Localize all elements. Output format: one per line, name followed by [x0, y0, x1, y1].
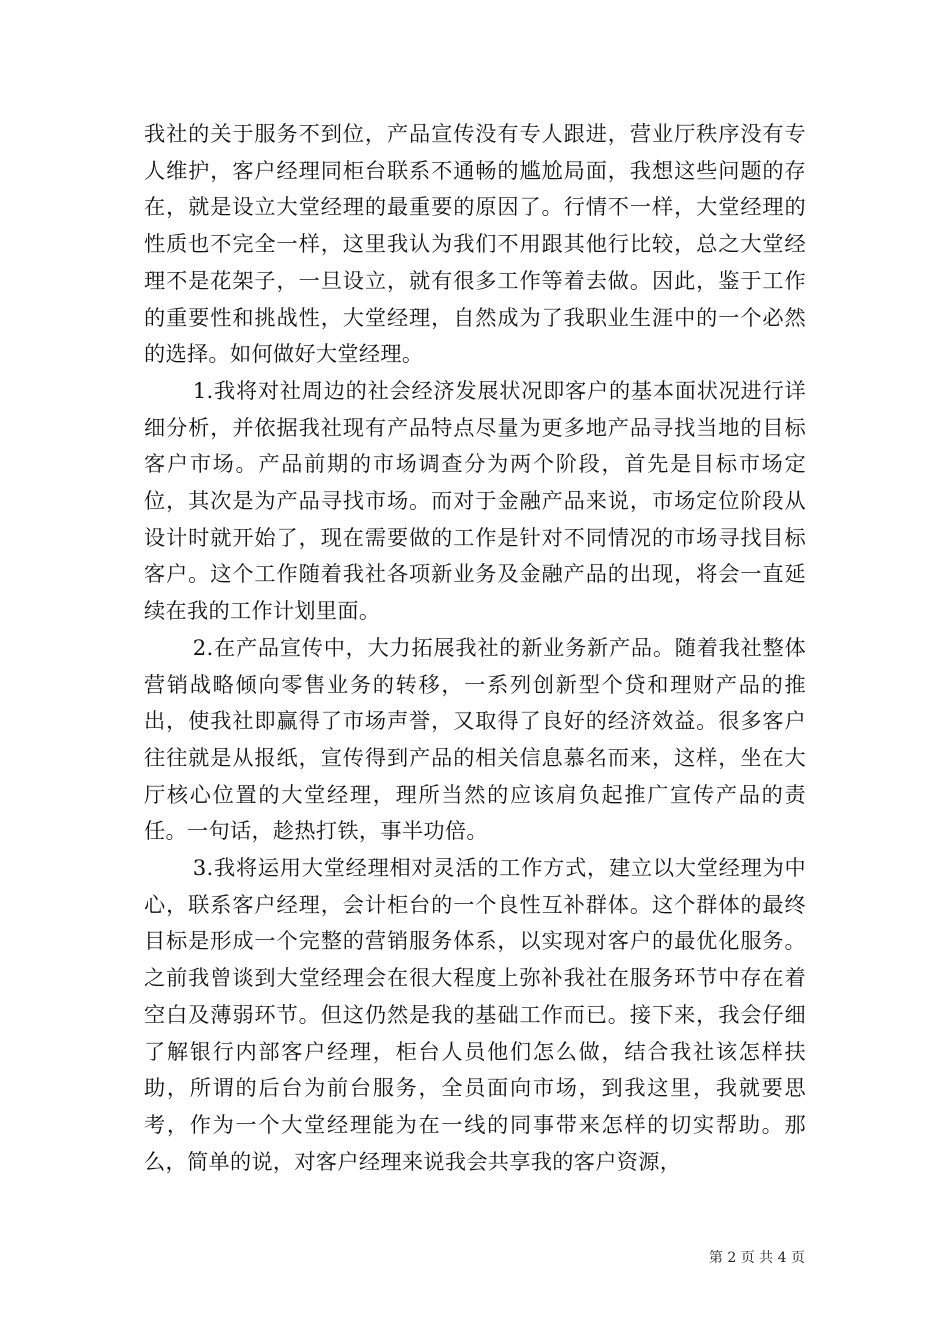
document-body: [144, 116, 806, 1180]
paragraph-point-3: 3.我将运用大堂经理相对灵活的工作方式，建立以大堂经理为中心，联系客户经理，会计柜台的一个良性互补群体。这个群体的最终目标是形成一个完整的营销服务体系，以实现对客户的最优化服务。之前我曾谈到大堂经理会在很大程度上弥补我社在服务环节中存在着空白及薄弱环节。但这仍然是我的基础工作而已。接下来，我会仔细了解银行内部客户经理，柜台人员他们怎么做，结合我社该怎样扶助，所谓的后台为前台服务，全员面向市场，到我这里，我就要思考，作为一个大堂经理能为在一线的同事带来怎样的切实帮助。那么，简单的说，对客户经理来说我会共享我的客户资源，: [144, 855, 806, 1174]
page-number-footer: 第 2 页 共 4 页: [708, 1250, 805, 1266]
paragraph-intro: 我社的关于服务不到位，产品宣传没有专人跟进，营业厅秩序没有专人维护，客户经理同柜台联系不通畅的尴尬局面，我想这些问题的存在，就是设立大堂经理的最重要的原因了。行情不一样，大堂经理的性质也不完全一样，这里我认为我们不用跟其他行比较，总之大堂经理不是花架子，一旦设立，就有很多工作等着去做。因此，鉴于工作的重要性和挑战性，大堂经理，自然成为了我职业生涯中的一个必然的选择。如何做好大堂经理。: [144, 121, 806, 367]
paragraph-point-1: 1.我将对社周边的社会经济发展状况即客户的基本面状况进行详细分析，并依据我社现有产品特点尽量为更多地产品寻找当地的目标客户市场。产品前期的市场调查分为两个阶段，首先是目标市场定位，其次是为产品寻找市场。而对于金融产品来说，市场定位阶段从设计时就开始了，现在需要做的工作是针对不同情况的市场寻找目标客户。这个工作随着我社各项新业务及金融产品的出现，将会一直延续在我的工作计划里面。: [144, 377, 806, 624]
paragraph-point-2: 2.在产品宣传中，大力拓展我社的新业务新产品。随着我社整体营销战略倾向零售业务的转移，一系列创新型个贷和理财产品的推出，使我社即赢得了市场声誉，又取得了良好的经济效益。很多客户往往就是从报纸，宣传得到产品的相关信息慕名而来，这样，坐在大厅核心位置的大堂经理，理所当然的应该肩负起推广宣传产品的责任。一句话，趁热打铁，事半功倍。: [144, 634, 806, 844]
